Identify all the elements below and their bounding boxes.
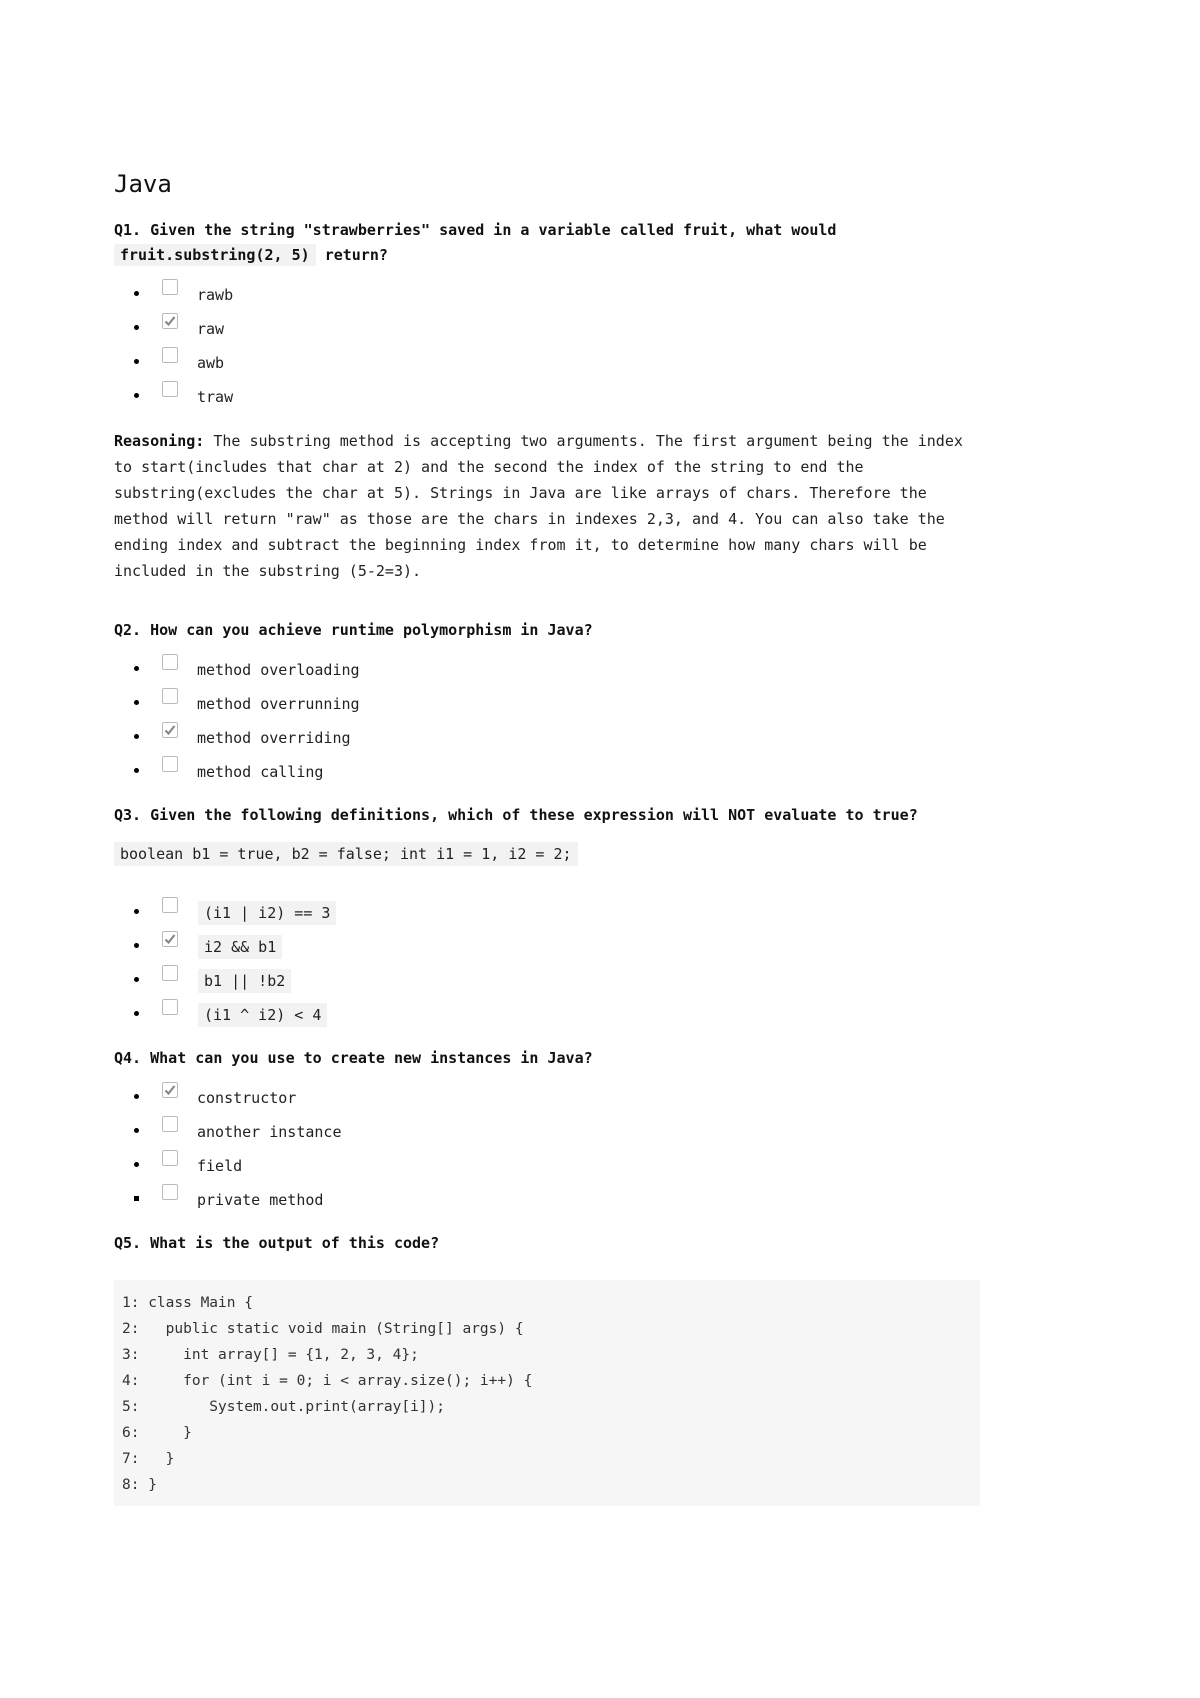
option-item: [114, 1181, 984, 1215]
option-item: [114, 1113, 984, 1147]
option-item: [114, 962, 984, 996]
checkbox[interactable]: [162, 1116, 178, 1132]
checkbox[interactable]: [162, 999, 178, 1015]
checkbox[interactable]: [162, 897, 178, 913]
option-label: method overrunning: [197, 695, 360, 713]
question-4-options: [114, 1079, 984, 1215]
content: [114, 170, 984, 1506]
checkbox[interactable]: [162, 1150, 178, 1166]
option-label: b1 || !b2: [198, 969, 291, 993]
bullet-icon: [134, 909, 139, 914]
bullet-icon: [134, 325, 139, 330]
question-2-options: [114, 651, 984, 787]
option-label: private method: [197, 1191, 324, 1209]
checkbox[interactable]: [162, 965, 178, 981]
check-icon: [164, 1084, 176, 1096]
bullet-icon: [134, 1094, 139, 1099]
checkbox[interactable]: [162, 347, 178, 363]
question-1-text-end: return?: [324, 246, 388, 264]
checked-checkbox[interactable]: [162, 722, 178, 738]
code-line: 7: }: [122, 1451, 175, 1467]
option-label: raw: [197, 320, 225, 338]
question-1: [114, 218, 984, 268]
question-1-options: [114, 276, 984, 412]
option-label: (i1 ^ i2) < 4: [198, 1003, 327, 1027]
question-1-code: fruit.substring(2, 5): [114, 244, 316, 266]
bullet-icon: [134, 700, 139, 705]
option-label: field: [197, 1157, 243, 1175]
option-item: [114, 276, 984, 310]
reasoning-label: Reasoning:: [114, 432, 205, 450]
checkbox[interactable]: [162, 1184, 178, 1200]
bullet-icon: [134, 768, 139, 773]
bullet-icon: [134, 1162, 139, 1167]
checked-checkbox[interactable]: [162, 1082, 178, 1098]
option-item: [114, 1079, 984, 1113]
option-label: (i1 | i2) == 3: [198, 901, 336, 925]
option-item: [114, 344, 984, 378]
bullet-icon: [134, 393, 139, 398]
code-line: 6: }: [122, 1425, 192, 1441]
bullet-icon: [134, 943, 139, 948]
option-item: [114, 651, 984, 685]
option-item: [114, 310, 984, 344]
reasoning: [114, 428, 984, 584]
bullet-icon: [134, 291, 139, 296]
question-1-text: Q1. Given the string "strawberries" saved in a variable called fruit, what would: [114, 221, 837, 239]
option-item: [114, 894, 984, 928]
question-3-code: boolean b1 = true, b2 = false; int i1 = 1, i2 = 2;: [114, 842, 578, 866]
code-line: 8: }: [122, 1477, 157, 1493]
code-line: 1: class Main {: [122, 1295, 253, 1311]
check-icon: [164, 315, 176, 327]
code-line: 4: for (int i = 0; i < array.size(); i++) {: [122, 1373, 533, 1389]
bullet-icon: [134, 1011, 139, 1016]
checkbox[interactable]: [162, 756, 178, 772]
code-line: 3: int array[] = {1, 2, 3, 4};: [122, 1347, 419, 1363]
option-label: method overriding: [197, 729, 351, 747]
question-3-options: [114, 894, 984, 1030]
option-label: traw: [197, 388, 234, 406]
checkbox[interactable]: [162, 381, 178, 397]
option-item: [114, 753, 984, 787]
option-label: rawb: [197, 286, 234, 304]
check-icon: [164, 933, 176, 945]
option-item: [114, 719, 984, 753]
bullet-icon: [134, 1196, 139, 1201]
bullet-icon: [134, 734, 139, 739]
option-item: [114, 996, 984, 1030]
option-label: method calling: [197, 763, 324, 781]
option-item: [114, 685, 984, 719]
checkbox[interactable]: [162, 688, 178, 704]
page-title: Java: [114, 170, 172, 198]
reasoning-text: The substring method is accepting two arguments. The first argument being the index to start(includes that char at 2) and the second the index of the string to end the substring(excludes the char at 5). Strings in Java are like arrays of chars. Therefore the method will return "raw" as those are the chars in indexes 2,3, and 4. You can also take the ending index and subtract the beginning index from it, to determine how many chars will be included in the substring (5-2=3).: [114, 432, 963, 580]
code-line: 2: public static void main (String[] args) {: [122, 1321, 524, 1337]
option-item: [114, 1147, 984, 1181]
question-2: Q2. How can you achieve runtime polymorphism in Java?: [114, 621, 593, 639]
question-4: Q4. What can you use to create new instances in Java?: [114, 1049, 593, 1067]
checked-checkbox[interactable]: [162, 931, 178, 947]
code-line: 5: System.out.print(array[i]);: [122, 1399, 446, 1415]
question-5: Q5. What is the output of this code?: [114, 1234, 440, 1252]
bullet-icon: [134, 977, 139, 982]
code-block: [114, 1280, 980, 1506]
bullet-icon: [134, 666, 139, 671]
checkbox[interactable]: [162, 279, 178, 295]
bullet-icon: [134, 1128, 139, 1133]
option-label: method overloading: [197, 661, 360, 679]
option-label: i2 && b1: [198, 935, 282, 959]
option-item: [114, 928, 984, 962]
question-3: Q3. Given the following definitions, which of these expression will NOT evaluate to true?: [114, 806, 918, 824]
bullet-icon: [134, 359, 139, 364]
option-item: [114, 378, 984, 412]
checked-checkbox[interactable]: [162, 313, 178, 329]
check-icon: [164, 724, 176, 736]
option-label: awb: [197, 354, 225, 372]
checkbox[interactable]: [162, 654, 178, 670]
option-label: constructor: [197, 1089, 297, 1107]
option-label: another instance: [197, 1123, 342, 1141]
